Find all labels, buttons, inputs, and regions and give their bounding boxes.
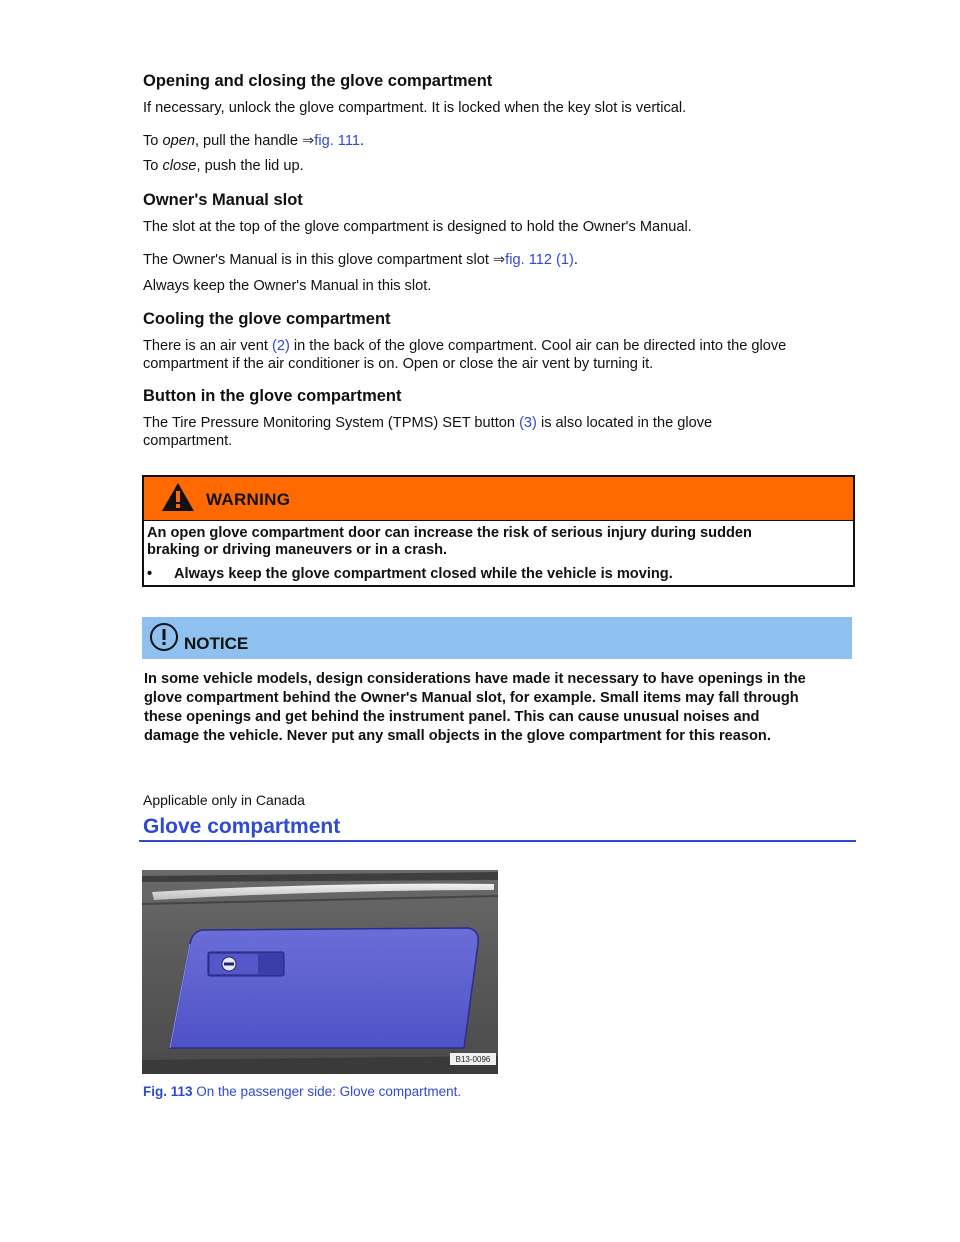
text-to: To bbox=[143, 158, 163, 174]
caption-text: On the passenger side: Glove compartment. bbox=[192, 1084, 462, 1099]
text-open-em: open bbox=[162, 133, 195, 149]
text-period: . bbox=[573, 252, 578, 268]
warning-title: WARNING bbox=[206, 490, 291, 509]
paragraph-open bbox=[143, 132, 364, 150]
text-push-lid: , push the lid up. bbox=[196, 158, 304, 174]
text-to: To bbox=[143, 133, 163, 149]
paragraph-tpms bbox=[143, 414, 712, 450]
notice-title: NOTICE bbox=[184, 634, 249, 653]
callout-2-link[interactable]: (2) bbox=[271, 338, 290, 354]
figure-code: B13-0096 bbox=[455, 1055, 491, 1064]
arrow-icon: ⇒ bbox=[492, 252, 506, 268]
paragraph-close bbox=[143, 157, 304, 175]
text-tpms-line2: compartment. bbox=[143, 433, 233, 449]
notice-line2: glove compartment behind the Owner's Manual slot, for example. Small items may fall through bbox=[144, 690, 799, 706]
text-air-vent-line2: compartment if the air conditioner is on. Open or close the air vent by turning it. bbox=[143, 356, 654, 372]
exclamation-circle-icon bbox=[149, 622, 179, 652]
warning-box bbox=[142, 475, 855, 587]
text-tpms: The Tire Pressure Monitoring System (TPMS) SET button bbox=[143, 415, 520, 431]
paragraph-air-vent bbox=[143, 337, 786, 373]
paragraph-manual-in-slot bbox=[143, 251, 578, 269]
text-tpms-cont: is also located in the glove bbox=[536, 415, 713, 431]
text-air-vent-cont: in the back of the glove compartment. Cool air can be directed into the glove bbox=[289, 338, 787, 354]
heading-manual-slot: Owner's Manual slot bbox=[143, 191, 303, 209]
notice-line3: these openings and get behind the instrument panel. This can cause unusual noises and bbox=[144, 709, 760, 725]
text-air-vent: There is an air vent bbox=[143, 338, 272, 354]
warning-text-line2: braking or driving maneuvers or in a crash. bbox=[147, 542, 448, 558]
glove-compartment-illustration bbox=[142, 870, 498, 1074]
paragraph-slot-top: The slot at the top of the glove compartment is designed to hold the Owner's Manual. bbox=[143, 219, 692, 235]
fig-111-link[interactable]: fig. 111 bbox=[314, 133, 360, 149]
section-title: Glove compartment bbox=[143, 815, 341, 838]
text-manual-in-slot: The Owner's Manual is in this glove compartment slot bbox=[143, 252, 493, 268]
section-divider bbox=[139, 840, 856, 842]
text-period: . bbox=[360, 133, 365, 149]
paragraph-unlock: If necessary, unlock the glove compartment. It is locked when the key slot is vertical. bbox=[143, 100, 687, 116]
notice-header bbox=[142, 617, 852, 659]
heading-opening-closing: Opening and closing the glove compartment bbox=[143, 72, 493, 90]
text-close-em: close bbox=[162, 158, 197, 174]
text-pull-handle: , pull the handle bbox=[194, 133, 303, 149]
warning-text bbox=[147, 525, 847, 559]
warning-triangle-icon bbox=[161, 482, 195, 512]
canada-note: Applicable only in Canada bbox=[143, 792, 305, 808]
notice-text bbox=[144, 670, 856, 746]
heading-button: Button in the glove compartment bbox=[143, 387, 402, 405]
arrow-icon: ⇒ bbox=[302, 133, 315, 149]
notice-line1: In some vehicle models, design considerations have made it necessary to have openings in the bbox=[144, 671, 806, 687]
figure-caption bbox=[143, 1084, 461, 1099]
warning-bullet-text: Always keep the glove compartment closed while the vehicle is moving. bbox=[174, 566, 673, 582]
bullet-icon: • bbox=[147, 566, 153, 582]
warning-text-line1: An open glove compartment door can increase the risk of serious injury during sudden bbox=[147, 525, 752, 541]
paragraph-keep-manual: Always keep the Owner's Manual in this slot. bbox=[143, 278, 432, 294]
warning-header bbox=[144, 477, 853, 521]
callout-3-link[interactable]: (3) bbox=[519, 415, 537, 431]
caption-label: Fig. 113 bbox=[143, 1084, 193, 1099]
fig-112-link[interactable]: fig. 112 (1) bbox=[505, 252, 574, 268]
notice-line4: damage the vehicle. Never put any small objects in the glove compartment for this reason. bbox=[144, 728, 771, 744]
heading-cooling: Cooling the glove compartment bbox=[143, 310, 391, 328]
